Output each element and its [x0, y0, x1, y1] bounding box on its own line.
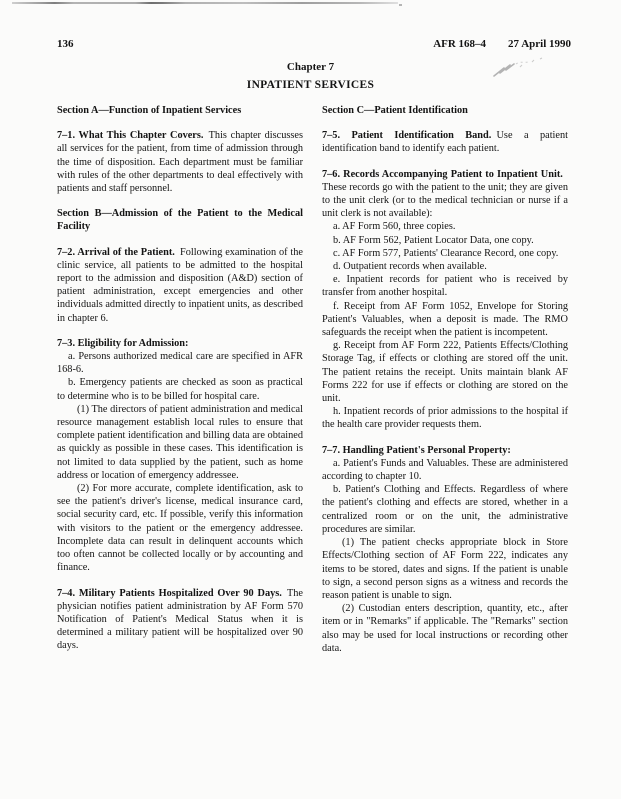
- regulation-date: 27 April 1990: [508, 38, 571, 50]
- paragraph-text: These records go with the patient to the unit; they are given to the unit clerk (or to the medical technician or nurse if a unit clerk is not available):: [322, 181, 568, 220]
- page-title: INPATIENT SERVICES: [246, 79, 375, 91]
- paragraph: [322, 483, 568, 536]
- section-heading-text: Section B—Admission of the Patient to the Medical Facility: [57, 208, 303, 233]
- paragraph: [322, 247, 568, 260]
- paragraph-text: b. Patient's Clothing and Effects. Regardless of where the patient's clothing and effects are stored, whether in a centralized room or on the unit, the administrative procedures are similar.: [322, 484, 568, 535]
- section-heading-text: Section C—Patient Identification: [322, 105, 468, 116]
- paragraph: [322, 129, 568, 155]
- scan-artifact-line: [12, 2, 398, 4]
- paragraph-text: e. Inpatient records for patient who is received by transfer from another hospital.: [322, 274, 568, 299]
- paragraph: [322, 234, 568, 247]
- paragraph: [57, 337, 303, 350]
- paragraph-text: c. AF Form 577, Patients' Clearance Record, one copy.: [333, 247, 559, 259]
- paragraph-text: The physician notifies patient administration by AF Form 570 Notification of Patient's Medical Status when it is determined a military patient will be hospitalized over 90 days.: [57, 587, 303, 652]
- paragraph-lead: 7–4. Military Patients Hospitalized Over 90 Days.: [57, 587, 282, 599]
- paragraph: [322, 220, 568, 233]
- paragraph: [322, 168, 568, 221]
- paragraph-text: b. Emergency patients are checked as soon as practical to determine who is to be billed for hospital care.: [57, 377, 303, 402]
- paragraph: [322, 300, 568, 340]
- scan-artifact-dot: [399, 4, 402, 6]
- section-heading: [322, 104, 568, 117]
- paragraph: [57, 403, 303, 482]
- paragraph-text: (1) The patient checks appropriate block in Store Effects/Clothing section of AF Form 222, indicates any items to be stored, dates and signs. If the patient is unable to sign, a second person signs as a witness and records the reason patient is unable to sign.: [322, 537, 568, 601]
- paragraph-text: (1) The directors of patient administration and medical resource management establish local rules to ensure that complete patient identification and billing data are obtained as quickly as possible in these cases. This identification is not limited to data supplied by the patient, such as home address or location of emergency addressee.: [57, 403, 303, 481]
- paragraph-text: b. AF Form 562, Patient Locator Data, one copy.: [333, 234, 534, 246]
- two-column-body: [57, 104, 568, 655]
- paragraph-text: (2) Custodian enters description, quantity, etc., after item or in "Remarks" if applicable. The "Remarks" section also may be used for local instructions or recording other data.: [322, 603, 568, 654]
- paragraph: [57, 587, 303, 653]
- paragraph-text: d. Outpatient records when available.: [333, 261, 487, 273]
- header-right: [433, 38, 571, 50]
- paragraph: [57, 376, 303, 402]
- paragraph: [57, 482, 303, 574]
- paragraph: [57, 350, 303, 376]
- paragraph: [322, 273, 568, 299]
- paragraph: [322, 457, 568, 483]
- section-heading-text: Section A—Function of Inpatient Services: [57, 105, 242, 116]
- right-column: [322, 104, 568, 655]
- paragraph-text: a. Persons authorized medical care are specified in AFR 168-6.: [57, 351, 303, 376]
- paragraph: [57, 129, 303, 195]
- paragraph-text: a. Patient's Funds and Valuables. These are administered according to chapter 10.: [322, 457, 568, 483]
- paragraph: [322, 536, 568, 602]
- paragraph-text: a. AF Form 560, three copies.: [333, 221, 456, 233]
- paragraph-text: (2) For more accurate, complete identification, ask to see the patient's driver's license, medical insurance card, social security card, etc. If possible, verify this information with visitors to the patient or the emergency addressee. Incomplete data can result in delinquent accounts which too often cannot be collected locally or by accounting and finance.: [57, 483, 303, 574]
- left-column: [57, 104, 303, 655]
- paragraph-text: This chapter discusses all services for the patient, from time of admission through the time of disposition. Each department must be familiar with rules of the other departments to deal effectively with patients and staff personnel.: [57, 130, 303, 195]
- paragraph-lead: 7–3. Eligibility for Admission:: [57, 337, 189, 349]
- paragraph: [322, 444, 568, 457]
- paragraph-lead: 7–7. Handling Patient's Personal Property:: [322, 444, 511, 456]
- paragraph-lead: 7–1. What This Chapter Covers.: [57, 130, 204, 142]
- paragraph-text: g. Receipt from AF Form 222, Patients Effects/Clothing Storage Tag, if effects or clothing are stored off the unit. The patient retains the receipt. Units maintain blank AF Forms 222 for use if effects or clothing are stored on the unit.: [322, 340, 568, 405]
- paragraph-text: Use a patient identification band to identify each patient.: [322, 130, 568, 155]
- section-heading: [57, 207, 303, 233]
- paragraph-text: h. Inpatient records of prior admissions to the hospital if the health care provider requests them.: [322, 406, 568, 431]
- paragraph-lead: 7–6. Records Accompanying Patient to Inpatient Unit.: [322, 168, 563, 180]
- paragraph-lead: 7–2. Arrival of the Patient.: [57, 246, 175, 258]
- paragraph: [322, 602, 568, 655]
- paragraph: [322, 260, 568, 273]
- paragraph: [322, 405, 568, 431]
- regulation-number: AFR 168–4: [433, 38, 487, 50]
- paragraph-lead: 7–5. Patient Identification Band.: [322, 130, 492, 142]
- paragraph-text: f. Receipt from AF Form 1052, Envelope for Storing Patient's Valuables, when a deposit is made. The RMO safeguards the receipt when the patient is incompetent.: [322, 300, 568, 339]
- paragraph: [57, 246, 303, 325]
- page-number: 136: [57, 38, 74, 50]
- page-header: [57, 38, 571, 50]
- paragraph: [322, 339, 568, 405]
- paragraph-text: Following examination of the clinic service, all patients to be admitted to the hospital report to the admission and disposition (A&D) section of patient administration, except emergencies and other individuals admitted directly to inpatient units, as described in chapter 6.: [57, 246, 303, 324]
- section-heading: [57, 104, 303, 117]
- chapter-label: Chapter 7: [286, 61, 335, 73]
